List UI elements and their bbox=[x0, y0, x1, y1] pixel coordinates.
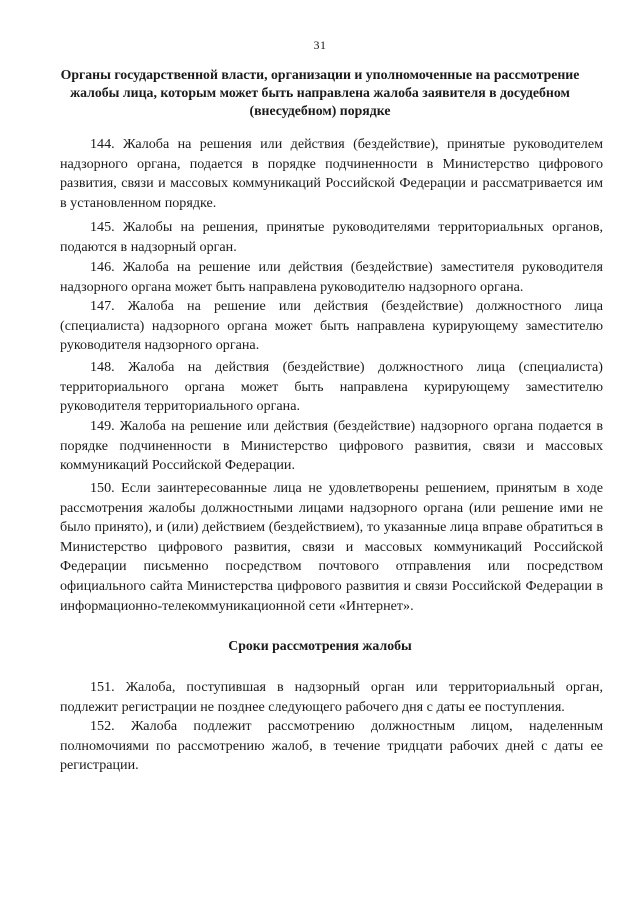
paragraph-148: 148. Жалоба на действия (бездействие) должностного лица (специалиста) территориального органа может быть направлена курирующему заместителю руководителя территориального органа. bbox=[60, 359, 603, 415]
paragraph-144: 144. Жалоба на решения или действия (бездействие), принятые руководителем надзорного органа, подается в порядке подчиненности в Министерство цифрового развития, связи и массовых коммуникаций Российской Федерации и рассматривается им в установленном порядке. bbox=[60, 136, 603, 211]
section-heading-complaint-bodies: Органы государственной власти, организации и уполномоченные на рассмотрение жалобы лица, которым может быть направлена жалоба заявителя в досудебном (внесудебном) порядке bbox=[60, 67, 580, 118]
page-number: 31 bbox=[313, 38, 327, 52]
paragraph-151: 151. Жалоба, поступившая в надзорный орган или территориальный орган, подлежит регистрации не позднее следующего рабочего дня с даты ее поступления. bbox=[60, 679, 603, 715]
paragraph-145: 145. Жалобы на решения, принятые руководителями территориальных органов, подаются в надзорный орган. bbox=[60, 219, 603, 255]
paragraph-147: 147. Жалоба на решение или действия (бездействие) должностного лица (специалиста) надзорного органа может быть направлена курирующему заместителю руководителя надзорного органа. bbox=[60, 298, 603, 354]
paragraph-150: 150. Если заинтересованные лица не удовлетворены решением, принятым в ходе рассмотрения жалобы должностными лицами надзорного органа (или решение ими не было принято), и (или) действием (бездействием), то указанные лица вправе обратиться в Министерство цифрового развития, связи и массовых коммуникаций Российской Федерации письменно посредством почтового отправления или посредством официального сайта Министерства цифрового развития и связи Российской Федерации в информационно-телекоммуникационной сети «Интернет». bbox=[60, 480, 603, 614]
paragraph-149: 149. Жалоба на решение или действия (бездействие) надзорного органа подается в порядке подчиненности в Министерство цифрового развития, связи и массовых коммуникаций Российской Федерации. bbox=[60, 418, 603, 474]
section-heading-review-deadlines: Сроки рассмотрения жалобы bbox=[228, 638, 412, 653]
paragraph-152: 152. Жалоба подлежит рассмотрению должностным лицом, наделенным полномочиями по рассмотрению жалоб, в течение тридцати рабочих дней с даты ее регистрации. bbox=[60, 718, 603, 774]
paragraph-146: 146. Жалоба на решение или действия (бездействие) заместителя руководителя надзорного органа может быть направлена руководителю надзорного органа. bbox=[60, 259, 603, 295]
